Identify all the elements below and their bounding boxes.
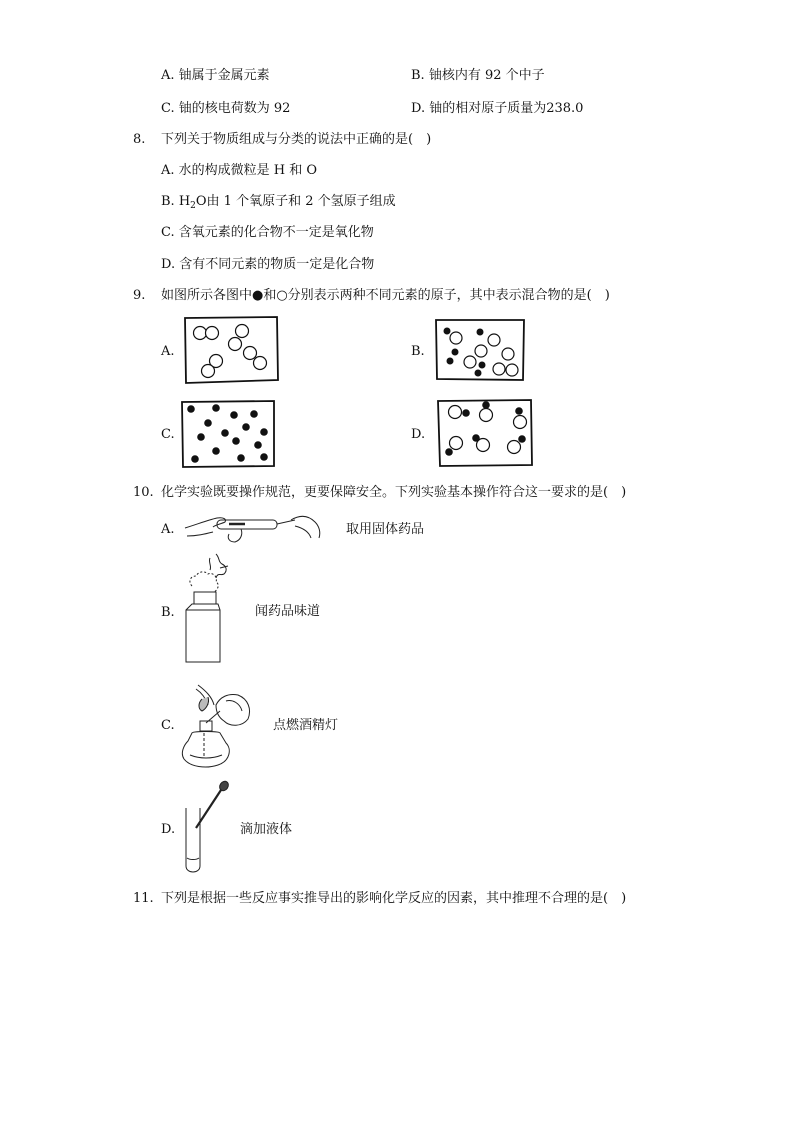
q8-number: 8.	[133, 132, 146, 147]
q9-diagram-d	[436, 398, 534, 468]
q9-diagram-b	[434, 318, 526, 382]
q9-label-c: C.	[161, 427, 175, 442]
q10-option-d-label: D.	[161, 822, 176, 837]
q10-number: 10.	[133, 485, 154, 500]
q9-label-a: A.	[161, 344, 175, 359]
q10-stem: 化学实验既要操作规范，更要保障安全。下列实验基本操作符合这一要求的是( )	[161, 485, 627, 500]
q9-label-d: D.	[411, 427, 426, 442]
q10-option-a-caption: 取用固体药品	[346, 522, 425, 537]
q7-option-a: A. 铀属于金属元素	[161, 68, 270, 83]
q10-option-a-label: A.	[161, 522, 175, 537]
q7-option-c: C. 铀的核电荷数为 92	[161, 101, 291, 116]
q10-option-c-image	[176, 683, 258, 771]
q7-option-d: D. 铀的相对原子质量为238.0	[411, 101, 584, 116]
q9-diagram-a	[183, 316, 279, 384]
q8-option-d: D. 含有不同元素的物质一定是化合物	[161, 257, 375, 272]
q9-number: 9.	[133, 288, 146, 303]
q10-option-b-caption: 闻药品味道	[255, 604, 321, 619]
q9-diagram-c	[180, 399, 276, 469]
q9-stem: 如图所示各图中●和○分别表示两种不同元素的原子，其中表示混合物的是( )	[161, 288, 610, 303]
q9-label-b: B.	[411, 344, 425, 359]
q10-option-c-label: C.	[161, 718, 175, 733]
q10-option-d-image	[176, 778, 232, 878]
q10-option-b-image	[180, 552, 236, 666]
q10-option-a-image	[183, 506, 323, 544]
q8-stem: 下列关于物质组成与分类的说法中正确的是( )	[161, 132, 432, 147]
q11-stem: 下列是根据一些反应事实推导出的影响化学反应的因素，其中推理不合理的是( )	[161, 891, 627, 906]
q10-option-d-caption: 滴加液体	[240, 822, 293, 837]
q8-option-b: B. $H_2O$由 1 个氧原子和 2 个氢原子组成	[161, 194, 396, 211]
q10-option-b-label: B.	[161, 605, 175, 620]
q7-option-b: B. 铀核内有 92 个中子	[411, 68, 545, 83]
q8-option-c: C. 含氧元素的化合物不一定是氧化物	[161, 225, 374, 240]
q10-option-c-caption: 点燃酒精灯	[273, 718, 339, 733]
q11-number: 11.	[133, 891, 154, 906]
q8-option-a: A. 水的构成微粒是 H 和 O	[161, 163, 318, 178]
